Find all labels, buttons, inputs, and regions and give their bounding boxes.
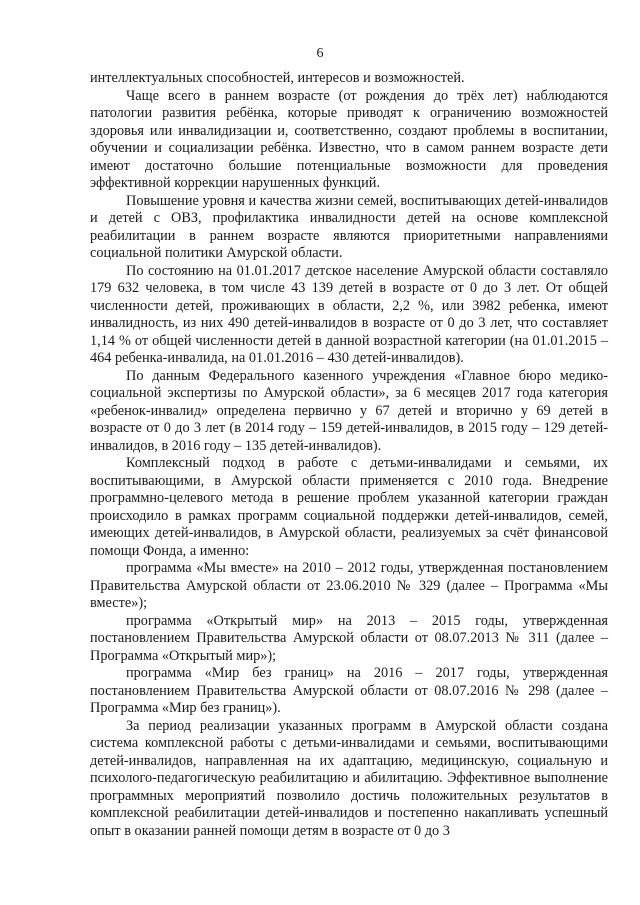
page-number: 6 [316,46,324,61]
paragraph-statistics-2017: По состоянию на 01.01.2017 детское население Амурской области составляло 179 632 человека, в том числе 43 139 детей в возрасте от 0 до 3 лет. От общей численности детей, проживающих в области, 2,2 %, или 3982 ребенка, имеют инвалидность, из них 490 детей-инвалидов в возрасте от 0 до 3 лет, что составляет 1,14 % от общей численности детей в данной возрастной категории (на 01.01.2015 – 464 ребенка-инвалида, на 01.01.2016 – 430 детей-инвалидов). [90,262,608,366]
document-body [90,70,608,840]
paragraph-program-world-without-borders: программа «Мир без границ» на 2016 – 2017 годы, утвержденная постановлением Правительства Амурской области от 08.07.2016 № 298 (далее – Программа «Мир без границ»). [90,665,608,716]
paragraph-early-age-pathologies: Чаще всего в раннем возрасте (от рождения до трёх лет) наблюдаются патологии развития ребёнка, которые приводят к ограничению возможностей здоровья или инвалидизации и, соответственно, создают проблемы в воспитании, обучении и социализации ребёнка. Известно, что в самом раннем возрасте дети имеют достаточно большие потенциальные возможности для проведения эффективной коррекции нарушенных функций. [90,87,608,191]
paragraph-complex-approach: Комплексный подход в работе с детьми-инвалидами и семьями, их воспитывающими, в Амурской области применяется с 2010 года. Внедрение программно-целевого метода в решение проблем указанной категории граждан происходило в рамках программ социальной поддержки детей-инвалидов, семей, имеющих детей-инвалидов, в Амурской области, реализуемых за счёт финансовой помощи Фонда, а именно: [90,455,608,559]
paragraph-implementation-results: За период реализации указанных программ в Амурской области создана система комплексной работы с детьми-инвалидами и семьями, воспитывающими детей-инвалидов, направленная на их адаптацию, медицинскую, социальную и психолого-педагогическую реабилитацию и абилитацию. Эффективное выполнение программных мероприятий позволило достичь положительных результатов в комплексной реабилитации детей-инвалидов и постепенно накапливать успешный опыт в оказании ранней помощи детям в возрасте от 0 до 3 [90,717,608,839]
paragraph-program-open-world: программа «Открытый мир» на 2013 – 2015 годы, утвержденная постановлением Правительства Амурской области от 08.07.2013 № 311 (далее – Программа «Открытый мир»); [90,612,608,664]
paragraph-medical-expertise-data: По данным Федерального казенного учреждения «Главное бюро медико-социальной экспертизы по Амурской области», за 6 месяцев 2017 года категория «ребенок-инвалид» определена первично у 67 детей и вторично у 69 детей в возрасте от 0 до 3 лет (в 2014 году – 159 детей-инвалидов, в 2015 году – 129 детей-инвалидов, в 2016 году – 135 детей-инвалидов). [90,367,608,454]
paragraph-program-together: программа «Мы вместе» на 2010 – 2012 годы, утвержденная постановлением Правительства Амурской области от 23.06.2010 № 329 (далее – Программа «Мы вместе»); [90,560,608,611]
paragraph-continuation: интеллектуальных способностей, интересов и возможностей. [90,70,465,86]
paragraph-policy-priorities: Повышение уровня и качества жизни семей, воспитывающих детей-инвалидов и детей с ОВЗ, профилактика инвалидности детей на основе комплексной реабилитации в раннем возрасте являются приоритетными направлениями социальной политики Амурской области. [90,192,608,261]
